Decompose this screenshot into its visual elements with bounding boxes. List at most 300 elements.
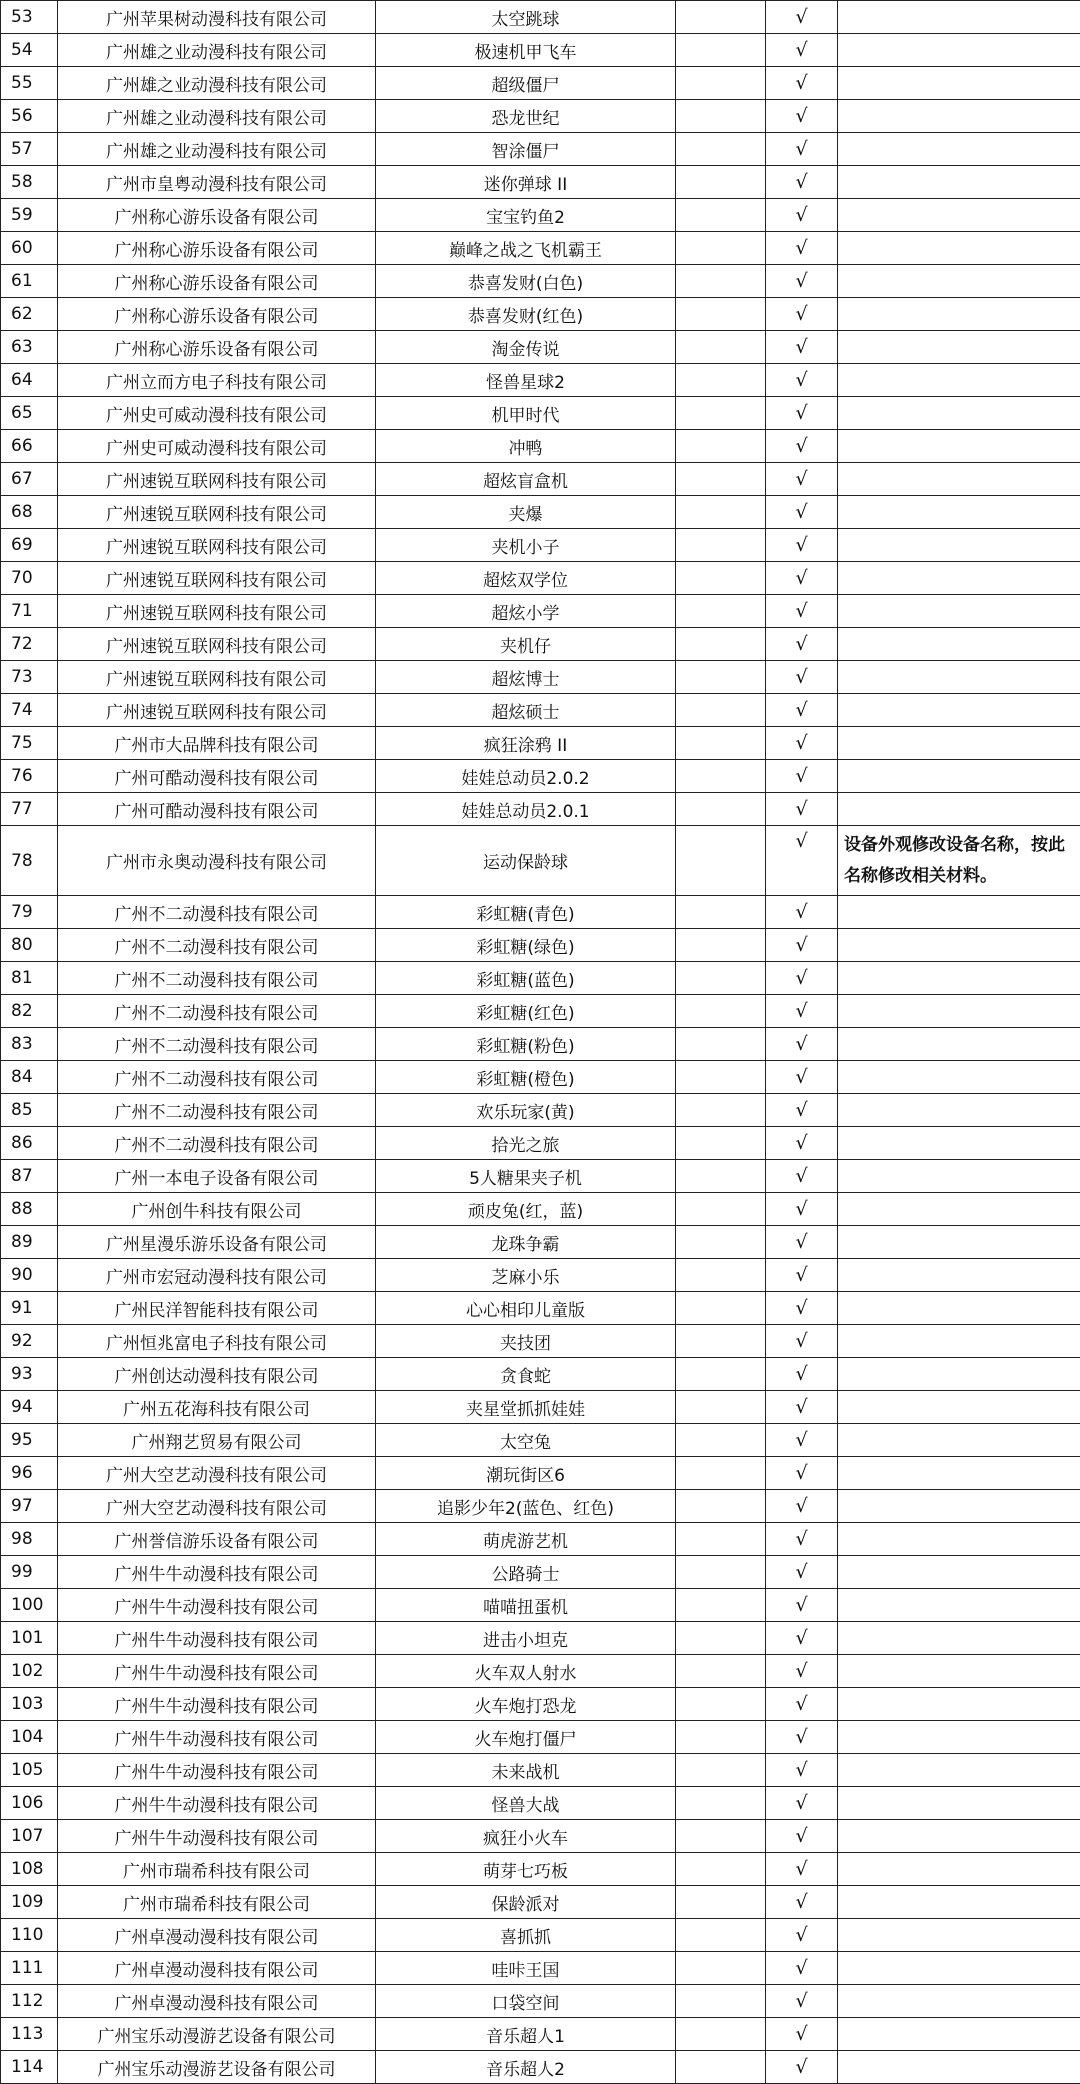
empty-cell	[676, 1688, 766, 1721]
row-number: 65	[1, 397, 58, 430]
check-mark: √	[766, 760, 838, 793]
table-row	[1, 1589, 1080, 1622]
empty-cell	[676, 595, 766, 628]
company-name: 广州称心游乐设备有限公司	[58, 331, 376, 364]
empty-cell	[676, 1985, 766, 2018]
empty-cell	[676, 826, 766, 896]
row-number: 85	[1, 1094, 58, 1127]
table-row	[1, 793, 1080, 826]
remark-cell	[838, 331, 1080, 364]
remark-cell	[838, 67, 1080, 100]
equipment-name: 宝宝钓鱼2	[376, 199, 676, 232]
empty-cell	[676, 962, 766, 995]
company-name: 广州称心游乐设备有限公司	[58, 199, 376, 232]
empty-cell	[676, 896, 766, 929]
equipment-name: 彩虹糖(橙色)	[376, 1061, 676, 1094]
table-row	[1, 1853, 1080, 1886]
company-name: 广州不二动漫科技有限公司	[58, 1061, 376, 1094]
row-number: 87	[1, 1160, 58, 1193]
check-mark: √	[766, 1, 838, 34]
company-name: 广州牛牛动漫科技有限公司	[58, 1787, 376, 1820]
table-row	[1, 760, 1080, 793]
empty-cell	[676, 727, 766, 760]
check-mark: √	[766, 1886, 838, 1919]
row-number: 70	[1, 562, 58, 595]
remark-cell	[838, 1490, 1080, 1523]
remark-cell	[838, 1754, 1080, 1787]
check-mark: √	[766, 661, 838, 694]
empty-cell	[676, 1292, 766, 1325]
remark-cell	[838, 1919, 1080, 1952]
company-name: 广州速锐互联网科技有限公司	[58, 496, 376, 529]
empty-cell	[676, 1193, 766, 1226]
check-mark: √	[766, 1721, 838, 1754]
company-name: 广州市大品牌科技有限公司	[58, 727, 376, 760]
equipment-name: 夹机仔	[376, 628, 676, 661]
equipment-name: 疯狂涂鸦 II	[376, 727, 676, 760]
check-mark: √	[766, 265, 838, 298]
remark-cell	[838, 1985, 1080, 2018]
table-row	[1, 265, 1080, 298]
table-row	[1, 397, 1080, 430]
empty-cell	[676, 67, 766, 100]
remark-cell	[838, 1787, 1080, 1820]
table-row	[1, 1193, 1080, 1226]
row-number: 98	[1, 1523, 58, 1556]
company-name: 广州市永奥动漫科技有限公司	[58, 826, 376, 896]
empty-cell	[676, 1886, 766, 1919]
equipment-name: 超炫硕士	[376, 694, 676, 727]
equipment-name: 火车炮打僵尸	[376, 1721, 676, 1754]
company-name: 广州不二动漫科技有限公司	[58, 929, 376, 962]
empty-cell	[676, 1160, 766, 1193]
equipment-name: 夹机小子	[376, 529, 676, 562]
check-mark: √	[766, 1655, 838, 1688]
check-mark: √	[766, 1952, 838, 1985]
remark-cell	[838, 760, 1080, 793]
row-number: 66	[1, 430, 58, 463]
empty-cell	[676, 1622, 766, 1655]
row-number: 83	[1, 1028, 58, 1061]
company-name: 广州立而方电子科技有限公司	[58, 364, 376, 397]
row-number: 73	[1, 661, 58, 694]
equipment-name: 恭喜发财(红色)	[376, 298, 676, 331]
equipment-name: 音乐超人2	[376, 2051, 676, 2084]
equipment-name: 追影少年2(蓝色、红色)	[376, 1490, 676, 1523]
table-row	[1, 1490, 1080, 1523]
equipment-name: 娃娃总动员2.0.1	[376, 793, 676, 826]
check-mark: √	[766, 826, 838, 896]
row-number: 111	[1, 1952, 58, 1985]
remark-cell	[838, 1424, 1080, 1457]
check-mark: √	[766, 1688, 838, 1721]
check-mark: √	[766, 100, 838, 133]
company-name: 广州宝乐动漫游艺设备有限公司	[58, 2018, 376, 2051]
row-number: 68	[1, 496, 58, 529]
remark-cell	[838, 1853, 1080, 1886]
row-number: 96	[1, 1457, 58, 1490]
company-name: 广州可酷动漫科技有限公司	[58, 793, 376, 826]
equipment-name: 龙珠争霸	[376, 1226, 676, 1259]
empty-cell	[676, 1424, 766, 1457]
equipment-name: 超炫盲盒机	[376, 463, 676, 496]
row-number: 80	[1, 929, 58, 962]
empty-cell	[676, 1226, 766, 1259]
row-number: 75	[1, 727, 58, 760]
remark-cell	[838, 100, 1080, 133]
equipment-name: 夹爆	[376, 496, 676, 529]
table-row	[1, 529, 1080, 562]
equipment-name: 超级僵尸	[376, 67, 676, 100]
empty-cell	[676, 1457, 766, 1490]
equipment-name: 彩虹糖(青色)	[376, 896, 676, 929]
check-mark: √	[766, 1292, 838, 1325]
empty-cell	[676, 1325, 766, 1358]
remark-cell	[838, 1457, 1080, 1490]
equipment-name: 彩虹糖(绿色)	[376, 929, 676, 962]
company-name: 广州誉信游乐设备有限公司	[58, 1523, 376, 1556]
table-row	[1, 995, 1080, 1028]
check-mark: √	[766, 331, 838, 364]
remark-cell	[838, 1061, 1080, 1094]
check-mark: √	[766, 529, 838, 562]
empty-cell	[676, 760, 766, 793]
table-row	[1, 661, 1080, 694]
empty-cell	[676, 1820, 766, 1853]
remark-cell	[838, 1721, 1080, 1754]
empty-cell	[676, 2018, 766, 2051]
company-name: 广州称心游乐设备有限公司	[58, 232, 376, 265]
remark-cell	[838, 1688, 1080, 1721]
company-name: 广州创牛科技有限公司	[58, 1193, 376, 1226]
remark-cell	[838, 1325, 1080, 1358]
company-name: 广州史可威动漫科技有限公司	[58, 430, 376, 463]
table-row	[1, 1259, 1080, 1292]
remark-cell	[838, 364, 1080, 397]
table-row	[1, 694, 1080, 727]
remark-cell	[838, 1589, 1080, 1622]
empty-cell	[676, 661, 766, 694]
row-number: 69	[1, 529, 58, 562]
equipment-name: 喜抓抓	[376, 1919, 676, 1952]
table-row	[1, 1985, 1080, 2018]
company-name: 广州可酷动漫科技有限公司	[58, 760, 376, 793]
equipment-name: 萌芽七巧板	[376, 1853, 676, 1886]
remark-cell	[838, 1820, 1080, 1853]
row-number: 105	[1, 1754, 58, 1787]
check-mark: √	[766, 1424, 838, 1457]
equipment-name: 极速机甲飞车	[376, 34, 676, 67]
company-name: 广州创达动漫科技有限公司	[58, 1358, 376, 1391]
check-mark: √	[766, 133, 838, 166]
equipment-name: 进击小坦克	[376, 1622, 676, 1655]
row-number: 79	[1, 896, 58, 929]
equipment-name: 口袋空间	[376, 1985, 676, 2018]
empty-cell	[676, 1358, 766, 1391]
remark-cell	[838, 1127, 1080, 1160]
remark-cell	[838, 1292, 1080, 1325]
table-row	[1, 1820, 1080, 1853]
equipment-name: 心心相印儿童版	[376, 1292, 676, 1325]
check-mark: √	[766, 1061, 838, 1094]
empty-cell	[676, 1754, 766, 1787]
row-number: 109	[1, 1886, 58, 1919]
table-row	[1, 166, 1080, 199]
check-mark: √	[766, 1556, 838, 1589]
check-mark: √	[766, 727, 838, 760]
company-name: 广州雄之业动漫科技有限公司	[58, 34, 376, 67]
table-row	[1, 1, 1080, 34]
company-name: 广州速锐互联网科技有限公司	[58, 463, 376, 496]
check-mark: √	[766, 1325, 838, 1358]
company-name: 广州不二动漫科技有限公司	[58, 1028, 376, 1061]
company-name: 广州速锐互联网科技有限公司	[58, 562, 376, 595]
table-row	[1, 298, 1080, 331]
remark-cell	[838, 199, 1080, 232]
remark-cell	[838, 529, 1080, 562]
empty-cell	[676, 1919, 766, 1952]
check-mark: √	[766, 1523, 838, 1556]
row-number: 93	[1, 1358, 58, 1391]
company-name: 广州市瑞希科技有限公司	[58, 1853, 376, 1886]
check-mark: √	[766, 496, 838, 529]
equipment-name: 运动保龄球	[376, 826, 676, 896]
equipment-name: 夹星堂抓抓娃娃	[376, 1391, 676, 1424]
check-mark: √	[766, 1787, 838, 1820]
equipment-name: 5人糖果夹子机	[376, 1160, 676, 1193]
remark-cell	[838, 1259, 1080, 1292]
remark-cell	[838, 34, 1080, 67]
equipment-name: 公路骑士	[376, 1556, 676, 1589]
table-row	[1, 1226, 1080, 1259]
table-row	[1, 1028, 1080, 1061]
equipment-name: 火车炮打恐龙	[376, 1688, 676, 1721]
empty-cell	[676, 133, 766, 166]
table-row	[1, 133, 1080, 166]
remark-cell	[838, 962, 1080, 995]
company-name: 广州宝乐动漫游艺设备有限公司	[58, 2051, 376, 2084]
check-mark: √	[766, 166, 838, 199]
equipment-name: 迷你弹球 II	[376, 166, 676, 199]
empty-cell	[676, 100, 766, 133]
company-name: 广州牛牛动漫科技有限公司	[58, 1622, 376, 1655]
table-row	[1, 1358, 1080, 1391]
row-number: 84	[1, 1061, 58, 1094]
table-row	[1, 331, 1080, 364]
remark-cell	[838, 1556, 1080, 1589]
company-name: 广州史可威动漫科技有限公司	[58, 397, 376, 430]
company-name: 广州不二动漫科技有限公司	[58, 896, 376, 929]
table-row	[1, 496, 1080, 529]
company-name: 广州一本电子设备有限公司	[58, 1160, 376, 1193]
check-mark: √	[766, 397, 838, 430]
row-number: 59	[1, 199, 58, 232]
empty-cell	[676, 496, 766, 529]
table-row	[1, 1127, 1080, 1160]
table-row	[1, 34, 1080, 67]
equipment-name: 娃娃总动员2.0.2	[376, 760, 676, 793]
check-mark: √	[766, 793, 838, 826]
empty-cell	[676, 562, 766, 595]
remark-cell	[838, 1226, 1080, 1259]
table-row	[1, 929, 1080, 962]
remark-cell	[838, 1655, 1080, 1688]
check-mark: √	[766, 199, 838, 232]
company-name: 广州牛牛动漫科技有限公司	[58, 1721, 376, 1754]
company-name: 广州星漫乐游乐设备有限公司	[58, 1226, 376, 1259]
table-row	[1, 1886, 1080, 1919]
check-mark: √	[766, 562, 838, 595]
remark-cell	[838, 727, 1080, 760]
company-name: 广州市皇粤动漫科技有限公司	[58, 166, 376, 199]
check-mark: √	[766, 962, 838, 995]
table-row	[1, 1391, 1080, 1424]
table-row	[1, 1292, 1080, 1325]
company-name: 广州不二动漫科技有限公司	[58, 995, 376, 1028]
empty-cell	[676, 1655, 766, 1688]
table-row	[1, 1952, 1080, 1985]
table-row	[1, 1655, 1080, 1688]
check-mark: √	[766, 896, 838, 929]
remark-cell	[838, 1193, 1080, 1226]
empty-cell	[676, 265, 766, 298]
table-row	[1, 1556, 1080, 1589]
empty-cell	[676, 232, 766, 265]
remark-cell	[838, 496, 1080, 529]
check-mark: √	[766, 1853, 838, 1886]
row-number: 104	[1, 1721, 58, 1754]
table-row	[1, 2018, 1080, 2051]
remark-cell	[838, 896, 1080, 929]
row-number: 62	[1, 298, 58, 331]
company-name: 广州卓漫动漫科技有限公司	[58, 1919, 376, 1952]
equipment-name: 喵喵扭蛋机	[376, 1589, 676, 1622]
company-name: 广州卓漫动漫科技有限公司	[58, 1985, 376, 2018]
company-name: 广州雄之业动漫科技有限公司	[58, 100, 376, 133]
company-name: 广州牛牛动漫科技有限公司	[58, 1754, 376, 1787]
remark-cell	[838, 2051, 1080, 2084]
remark-cell	[838, 397, 1080, 430]
empty-cell	[676, 1952, 766, 1985]
remark-cell	[838, 694, 1080, 727]
empty-cell	[676, 298, 766, 331]
equipment-name: 夹技团	[376, 1325, 676, 1358]
equipment-name: 拾光之旅	[376, 1127, 676, 1160]
empty-cell	[676, 1556, 766, 1589]
check-mark: √	[766, 1226, 838, 1259]
table-row	[1, 199, 1080, 232]
empty-cell	[676, 628, 766, 661]
remark-cell	[838, 1523, 1080, 1556]
remark-cell	[838, 1622, 1080, 1655]
table-row	[1, 67, 1080, 100]
remark-cell	[838, 232, 1080, 265]
row-number: 91	[1, 1292, 58, 1325]
empty-cell	[676, 1, 766, 34]
empty-cell	[676, 1589, 766, 1622]
company-name: 广州牛牛动漫科技有限公司	[58, 1556, 376, 1589]
row-number: 92	[1, 1325, 58, 1358]
empty-cell	[676, 364, 766, 397]
company-name: 广州恒兆富电子科技有限公司	[58, 1325, 376, 1358]
check-mark: √	[766, 1193, 838, 1226]
row-number: 53	[1, 1, 58, 34]
remark-cell	[838, 430, 1080, 463]
row-number: 63	[1, 331, 58, 364]
remark-cell	[838, 1094, 1080, 1127]
empty-cell	[676, 1721, 766, 1754]
remark-cell	[838, 661, 1080, 694]
empty-cell	[676, 929, 766, 962]
check-mark: √	[766, 1457, 838, 1490]
row-number: 90	[1, 1259, 58, 1292]
empty-cell	[676, 995, 766, 1028]
row-number: 106	[1, 1787, 58, 1820]
remark-cell	[838, 929, 1080, 962]
table-row	[1, 1325, 1080, 1358]
equipment-name: 潮玩街区6	[376, 1457, 676, 1490]
empty-cell	[676, 1061, 766, 1094]
check-mark: √	[766, 298, 838, 331]
equipment-name: 火车双人射水	[376, 1655, 676, 1688]
company-name: 广州翔艺贸易有限公司	[58, 1424, 376, 1457]
empty-cell	[676, 397, 766, 430]
check-mark: √	[766, 1985, 838, 2018]
remark-cell	[838, 1952, 1080, 1985]
table-row	[1, 1457, 1080, 1490]
row-number: 100	[1, 1589, 58, 1622]
equipment-name: 彩虹糖(粉色)	[376, 1028, 676, 1061]
equipment-name: 保龄派对	[376, 1886, 676, 1919]
company-name: 广州大空艺动漫科技有限公司	[58, 1490, 376, 1523]
table-row	[1, 1688, 1080, 1721]
empty-cell	[676, 1127, 766, 1160]
row-number: 77	[1, 793, 58, 826]
row-number: 64	[1, 364, 58, 397]
table-row	[1, 1919, 1080, 1952]
equipment-name: 机甲时代	[376, 397, 676, 430]
company-name: 广州五花海科技有限公司	[58, 1391, 376, 1424]
equipment-name: 萌虎游艺机	[376, 1523, 676, 1556]
row-number: 74	[1, 694, 58, 727]
equipment-name: 怪兽星球2	[376, 364, 676, 397]
company-name: 广州牛牛动漫科技有限公司	[58, 1655, 376, 1688]
remark-cell	[838, 1, 1080, 34]
equipment-name: 怪兽大战	[376, 1787, 676, 1820]
equipment-name: 智涂僵尸	[376, 133, 676, 166]
row-number: 71	[1, 595, 58, 628]
remark-cell	[838, 265, 1080, 298]
check-mark: √	[766, 1127, 838, 1160]
empty-cell	[676, 430, 766, 463]
empty-cell	[676, 1490, 766, 1523]
check-mark: √	[766, 1259, 838, 1292]
equipment-name: 彩虹糖(红色)	[376, 995, 676, 1028]
equipment-name: 疯狂小火车	[376, 1820, 676, 1853]
company-name: 广州不二动漫科技有限公司	[58, 962, 376, 995]
equipment-name: 彩虹糖(蓝色)	[376, 962, 676, 995]
check-mark: √	[766, 67, 838, 100]
empty-cell	[676, 793, 766, 826]
equipment-name: 太空兔	[376, 1424, 676, 1457]
check-mark: √	[766, 1622, 838, 1655]
table-row	[1, 896, 1080, 929]
check-mark: √	[766, 1358, 838, 1391]
check-mark: √	[766, 1160, 838, 1193]
company-name: 广州称心游乐设备有限公司	[58, 265, 376, 298]
check-mark: √	[766, 929, 838, 962]
equipment-name: 哇咔王国	[376, 1952, 676, 1985]
